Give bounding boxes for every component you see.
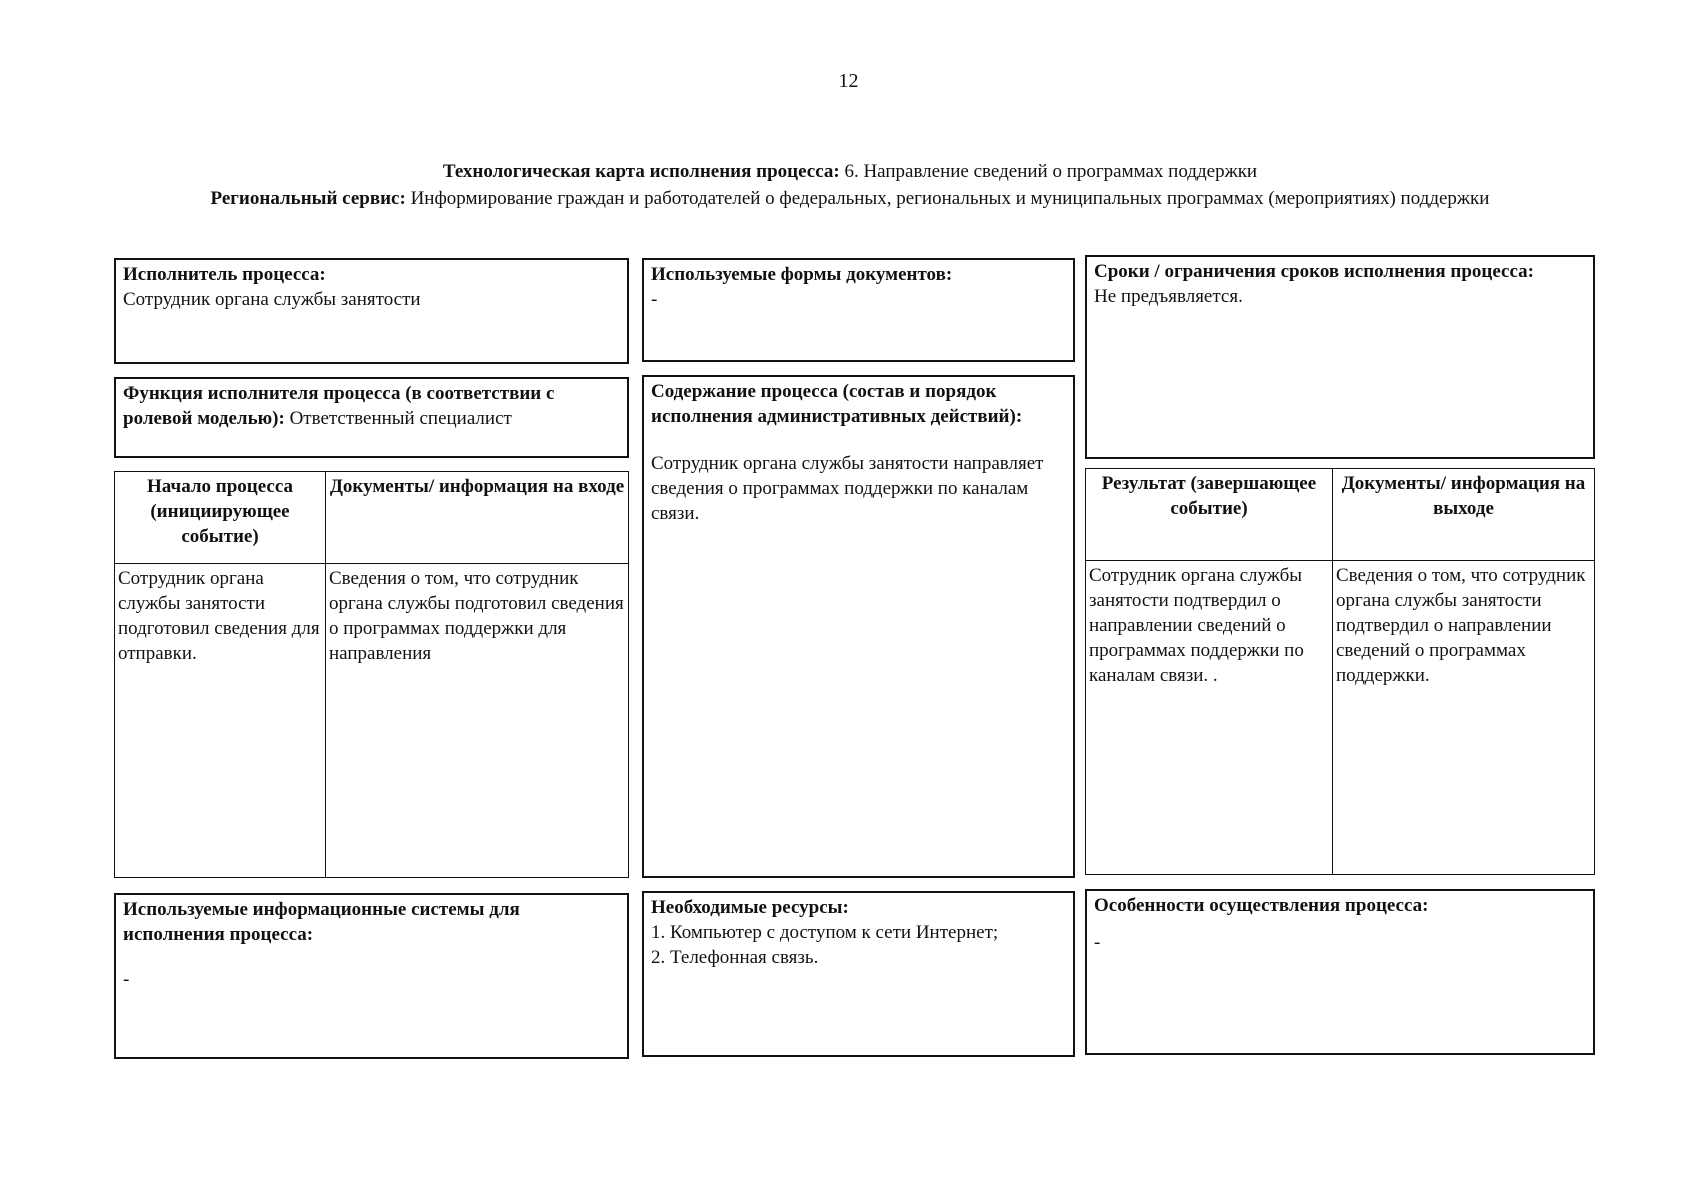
content-value: Сотрудник органа службы занятости направляет сведения о программах поддержки по каналам связи. (651, 453, 1044, 524)
result-cell: Сотрудник органа службы занятости подтвердил о направлении сведений о программах поддержки по каналам связи. . (1086, 561, 1333, 875)
page-number: 12 (838, 70, 859, 92)
info-systems-value: - (123, 969, 130, 990)
executor-title: Исполнитель процесса: (123, 264, 326, 285)
resources-item-1: 1. Компьютер с доступом к сети Интернет; (651, 922, 999, 943)
resources-title: Необходимые ресурсы: (651, 897, 849, 918)
features-value: - (1094, 932, 1101, 953)
features-title: Особенности осуществления процесса: (1094, 895, 1429, 916)
forms-title: Используемые формы документов: (651, 264, 953, 285)
regional-service-value: Информирование граждан и работодателей о федеральных, региональных и муниципальных программах (мероприятиях) поддержки (410, 188, 1490, 209)
process-map-label: Технологическая карта исполнения процесса: (442, 161, 840, 182)
regional-service-heading (150, 185, 1550, 212)
process-map-heading (150, 158, 1550, 185)
input-docs-cell: Сведения о том, что сотрудник органа службы подготовил сведения о программах поддержки для направления (326, 564, 629, 878)
function-title: Функция исполнителя процесса (в соответствии с ролевой моделью): (123, 383, 555, 429)
executor-value: Сотрудник органа службы занятости (123, 289, 421, 310)
content-title: Содержание процесса (состав и порядок исполнения административных действий): (651, 381, 1023, 427)
start-cell: Сотрудник органа службы занятости подготовил сведения для отправки. (115, 564, 326, 878)
input-docs-header: Документы/ информация на входе (326, 472, 629, 564)
process-map-value: 6. Направление сведений о программах поддержки (844, 161, 1258, 182)
output-docs-header: Документы/ информация на выходе (1333, 469, 1595, 561)
features-box (1085, 889, 1595, 1055)
resources-item-2: 2. Телефонная связь. (651, 947, 819, 968)
deadlines-title: Сроки / ограничения сроков исполнения процесса: (1094, 261, 1534, 282)
regional-service-label: Региональный сервис: (210, 188, 406, 209)
deadlines-value: Не предъявляется. (1094, 286, 1243, 307)
executor-box (114, 258, 629, 364)
info-systems-box (114, 893, 629, 1059)
content-box (642, 375, 1075, 878)
result-header: Результат (завершающее событие) (1086, 469, 1333, 561)
forms-box (642, 258, 1075, 362)
start-header: Начало процесса (инициирующее событие) (115, 472, 326, 564)
deadlines-box (1085, 255, 1595, 459)
result-table (1085, 468, 1595, 875)
resources-box (642, 891, 1075, 1057)
function-value: Ответственный специалист (289, 408, 512, 429)
output-docs-cell: Сведения о том, что сотрудник органа службы занятости подтвердил о направлении сведений о программах поддержки. (1333, 561, 1595, 875)
function-box (114, 377, 629, 458)
forms-value: - (651, 289, 658, 310)
start-table (114, 471, 629, 878)
info-systems-title: Используемые информационные системы для исполнения процесса: (123, 899, 520, 945)
